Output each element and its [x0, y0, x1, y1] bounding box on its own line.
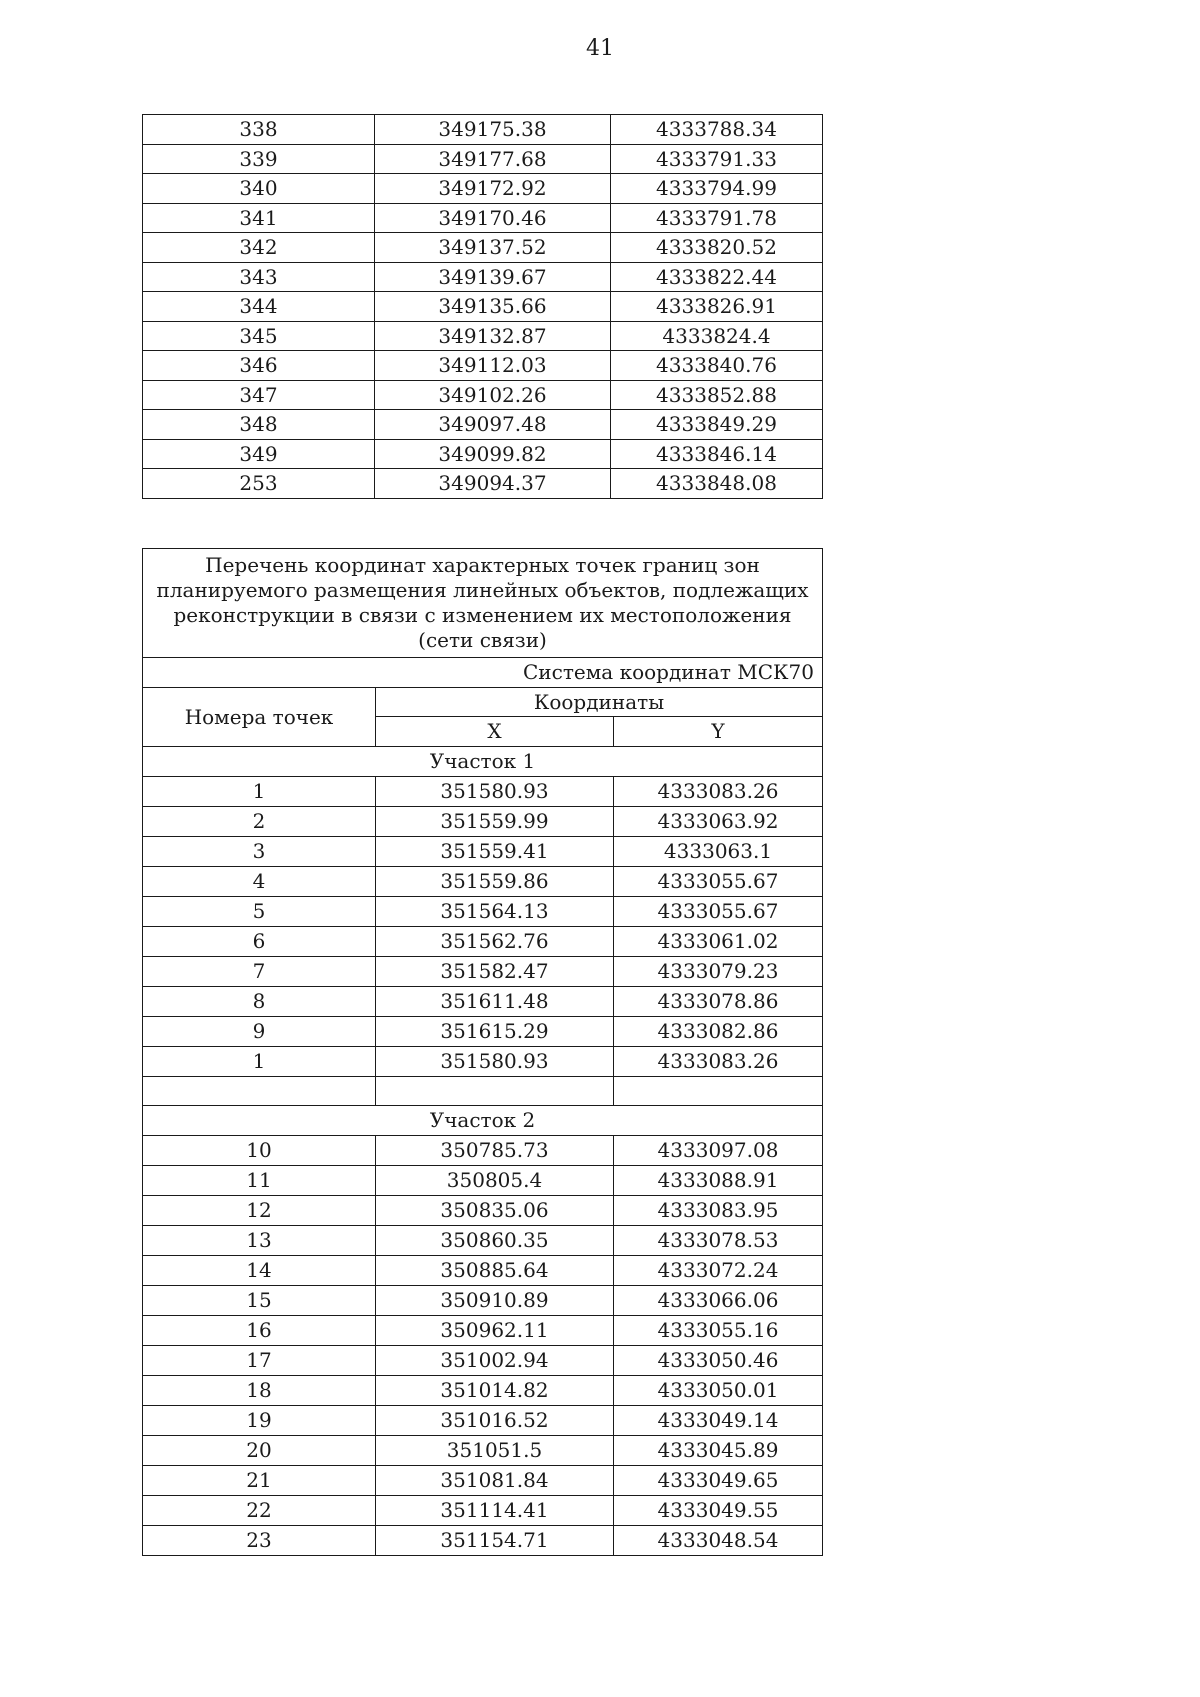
- x-coordinate-cell: 349099.82: [375, 439, 611, 469]
- point-number-cell: 1: [143, 776, 376, 806]
- y-coordinate-cell: [614, 1076, 823, 1105]
- point-number-cell: 346: [143, 351, 375, 381]
- y-coordinate-cell: 4333083.26: [614, 776, 823, 806]
- x-coordinate-cell: 350835.06: [376, 1195, 614, 1225]
- section-label: Участок 2: [143, 1105, 823, 1135]
- y-coordinate-cell: 4333049.65: [614, 1465, 823, 1495]
- table-row: [143, 410, 823, 440]
- table-row: [143, 1165, 823, 1195]
- section-header-row: [143, 746, 823, 776]
- point-number-cell: 349: [143, 439, 375, 469]
- table-row: [143, 1285, 823, 1315]
- table-row: [143, 1465, 823, 1495]
- y-coordinate-cell: 4333791.78: [611, 203, 823, 233]
- x-coordinate-cell: 349132.87: [375, 321, 611, 351]
- table-row: [143, 1405, 823, 1435]
- y-coordinate-cell: 4333849.29: [611, 410, 823, 440]
- table-row: [143, 174, 823, 204]
- y-coordinate-cell: 4333097.08: [614, 1135, 823, 1165]
- table-row: [143, 203, 823, 233]
- y-coordinate-cell: 4333840.76: [611, 351, 823, 381]
- x-coordinate-cell: 350885.64: [376, 1255, 614, 1285]
- y-coordinate-cell: 4333788.34: [611, 115, 823, 145]
- y-coordinate-cell: 4333082.86: [614, 1016, 823, 1046]
- x-coordinate-cell: 349137.52: [375, 233, 611, 263]
- point-number-cell: 344: [143, 292, 375, 322]
- x-coordinate-cell: 349097.48: [375, 410, 611, 440]
- points-column-header: Номера точек: [143, 687, 376, 746]
- point-number-cell: 6: [143, 926, 376, 956]
- point-number-cell: 3: [143, 836, 376, 866]
- x-coordinate-cell: 349177.68: [375, 144, 611, 174]
- table-title: Перечень координат характерных точек границ зон планируемого размещения линейных объектов, подлежащих реконструкции в связи с изменением их местоположения (сети связи): [143, 549, 823, 658]
- table-row: [143, 1195, 823, 1225]
- x-coordinate-cell: 351611.48: [376, 986, 614, 1016]
- x-coordinate-cell: 351014.82: [376, 1375, 614, 1405]
- x-coordinate-cell: 350785.73: [376, 1135, 614, 1165]
- y-coordinate-cell: 4333826.91: [611, 292, 823, 322]
- y-coordinate-cell: 4333061.02: [614, 926, 823, 956]
- x-coordinate-cell: 351559.41: [376, 836, 614, 866]
- y-coordinate-cell: 4333055.16: [614, 1315, 823, 1345]
- x-coordinate-cell: 350910.89: [376, 1285, 614, 1315]
- x-coordinate-cell: 350805.4: [376, 1165, 614, 1195]
- table-row: [143, 321, 823, 351]
- y-coordinate-cell: 4333050.46: [614, 1345, 823, 1375]
- point-number-cell: 11: [143, 1165, 376, 1195]
- point-number-cell: 348: [143, 410, 375, 440]
- x-coordinate-cell: 351154.71: [376, 1525, 614, 1555]
- table-row: [143, 986, 823, 1016]
- point-number-cell: 20: [143, 1435, 376, 1465]
- x-coordinate-cell: [376, 1076, 614, 1105]
- table-row: [143, 439, 823, 469]
- x-coordinate-cell: 351114.41: [376, 1495, 614, 1525]
- point-number-cell: 18: [143, 1375, 376, 1405]
- y-coordinate-cell: 4333049.55: [614, 1495, 823, 1525]
- point-number-cell: 342: [143, 233, 375, 263]
- point-number-cell: 19: [143, 1405, 376, 1435]
- point-number-cell: 338: [143, 115, 375, 145]
- x-coordinate-cell: 351580.93: [376, 1046, 614, 1076]
- table-row: [143, 1255, 823, 1285]
- table-row: [143, 1525, 823, 1555]
- point-number-cell: 12: [143, 1195, 376, 1225]
- table-row: [143, 351, 823, 381]
- x-coordinate-cell: 351016.52: [376, 1405, 614, 1435]
- y-coordinate-cell: 4333088.91: [614, 1165, 823, 1195]
- x-coordinate-cell: 351559.86: [376, 866, 614, 896]
- coordinates-table: [142, 548, 823, 1556]
- y-coordinate-cell: 4333072.24: [614, 1255, 823, 1285]
- x-coordinate-cell: 349175.38: [375, 115, 611, 145]
- point-number-cell: 4: [143, 866, 376, 896]
- x-coordinate-cell: 351564.13: [376, 896, 614, 926]
- x-coordinate-cell: 349170.46: [375, 203, 611, 233]
- x-coordinate-cell: 351580.93: [376, 776, 614, 806]
- point-number-cell: 7: [143, 956, 376, 986]
- point-number-cell: 23: [143, 1525, 376, 1555]
- point-number-cell: 16: [143, 1315, 376, 1345]
- x-coordinate-cell: 349135.66: [375, 292, 611, 322]
- x-coordinate-cell: 350962.11: [376, 1315, 614, 1345]
- coordinates-table-continuation: [142, 114, 823, 499]
- table-row: [143, 1315, 823, 1345]
- table-row: [143, 1016, 823, 1046]
- x-coordinate-cell: 349139.67: [375, 262, 611, 292]
- section-label: Участок 1: [143, 746, 823, 776]
- y-coordinate-cell: 4333049.14: [614, 1405, 823, 1435]
- table-row: [143, 115, 823, 145]
- point-number-cell: 8: [143, 986, 376, 1016]
- y-coordinate-cell: 4333794.99: [611, 174, 823, 204]
- point-number-cell: [143, 1076, 376, 1105]
- point-number-cell: 15: [143, 1285, 376, 1315]
- section-header-row: [143, 1105, 823, 1135]
- y-coordinate-cell: 4333045.89: [614, 1435, 823, 1465]
- y-coordinate-cell: 4333846.14: [611, 439, 823, 469]
- x-coordinate-cell: 351562.76: [376, 926, 614, 956]
- table-row: [143, 1345, 823, 1375]
- table-row: [143, 1046, 823, 1076]
- table-row: [143, 1225, 823, 1255]
- x-coordinate-cell: 351559.99: [376, 806, 614, 836]
- point-number-cell: 14: [143, 1255, 376, 1285]
- point-number-cell: 347: [143, 380, 375, 410]
- y-coordinate-cell: 4333078.86: [614, 986, 823, 1016]
- x-column-header: X: [376, 717, 614, 747]
- y-coordinate-cell: 4333066.06: [614, 1285, 823, 1315]
- y-coordinate-cell: 4333055.67: [614, 866, 823, 896]
- x-coordinate-cell: 349102.26: [375, 380, 611, 410]
- y-coordinate-cell: 4333822.44: [611, 262, 823, 292]
- table-row: [143, 380, 823, 410]
- y-coordinate-cell: 4333083.95: [614, 1195, 823, 1225]
- table-row: [143, 866, 823, 896]
- table-row: [143, 956, 823, 986]
- x-coordinate-cell: 349094.37: [375, 469, 611, 499]
- table-row: [143, 292, 823, 322]
- table-row: [143, 776, 823, 806]
- y-coordinate-cell: 4333055.67: [614, 896, 823, 926]
- point-number-cell: 343: [143, 262, 375, 292]
- table-row: [143, 262, 823, 292]
- x-coordinate-cell: 349112.03: [375, 351, 611, 381]
- table-row: [143, 806, 823, 836]
- coordinates-table-body: [143, 746, 823, 1555]
- point-number-cell: 13: [143, 1225, 376, 1255]
- coordinate-system-label: Система координат МСК70: [143, 658, 823, 688]
- table-row: [143, 469, 823, 499]
- x-coordinate-cell: 350860.35: [376, 1225, 614, 1255]
- coordinates-column-header: Координаты: [376, 687, 823, 717]
- x-coordinate-cell: 351615.29: [376, 1016, 614, 1046]
- point-number-cell: 22: [143, 1495, 376, 1525]
- point-number-cell: 341: [143, 203, 375, 233]
- table-row: [143, 926, 823, 956]
- y-coordinate-cell: 4333852.88: [611, 380, 823, 410]
- table-row: [143, 1076, 823, 1105]
- y-coordinate-cell: 4333063.1: [614, 836, 823, 866]
- x-coordinate-cell: 351582.47: [376, 956, 614, 986]
- point-number-cell: 2: [143, 806, 376, 836]
- y-coordinate-cell: 4333048.54: [614, 1525, 823, 1555]
- point-number-cell: 340: [143, 174, 375, 204]
- table-row: [143, 836, 823, 866]
- point-number-cell: 21: [143, 1465, 376, 1495]
- y-coordinate-cell: 4333078.53: [614, 1225, 823, 1255]
- page-number: 41: [586, 36, 614, 61]
- point-number-cell: 345: [143, 321, 375, 351]
- point-number-cell: 17: [143, 1345, 376, 1375]
- continuation-table-body: [143, 115, 823, 499]
- y-coordinate-cell: 4333824.4: [611, 321, 823, 351]
- x-coordinate-cell: 351081.84: [376, 1465, 614, 1495]
- y-column-header: Y: [614, 717, 823, 747]
- y-coordinate-cell: 4333063.92: [614, 806, 823, 836]
- y-coordinate-cell: 4333820.52: [611, 233, 823, 263]
- point-number-cell: 1: [143, 1046, 376, 1076]
- point-number-cell: 253: [143, 469, 375, 499]
- table-row: [143, 1375, 823, 1405]
- point-number-cell: 10: [143, 1135, 376, 1165]
- point-number-cell: 5: [143, 896, 376, 926]
- y-coordinate-cell: 4333791.33: [611, 144, 823, 174]
- table-row: [143, 1495, 823, 1525]
- x-coordinate-cell: 349172.92: [375, 174, 611, 204]
- table-row: [143, 144, 823, 174]
- y-coordinate-cell: 4333079.23: [614, 956, 823, 986]
- y-coordinate-cell: 4333083.26: [614, 1046, 823, 1076]
- x-coordinate-cell: 351051.5: [376, 1435, 614, 1465]
- x-coordinate-cell: 351002.94: [376, 1345, 614, 1375]
- y-coordinate-cell: 4333848.08: [611, 469, 823, 499]
- point-number-cell: 339: [143, 144, 375, 174]
- point-number-cell: 9: [143, 1016, 376, 1046]
- table-row: [143, 1435, 823, 1465]
- table-row: [143, 1135, 823, 1165]
- y-coordinate-cell: 4333050.01: [614, 1375, 823, 1405]
- table-row: [143, 233, 823, 263]
- table-row: [143, 896, 823, 926]
